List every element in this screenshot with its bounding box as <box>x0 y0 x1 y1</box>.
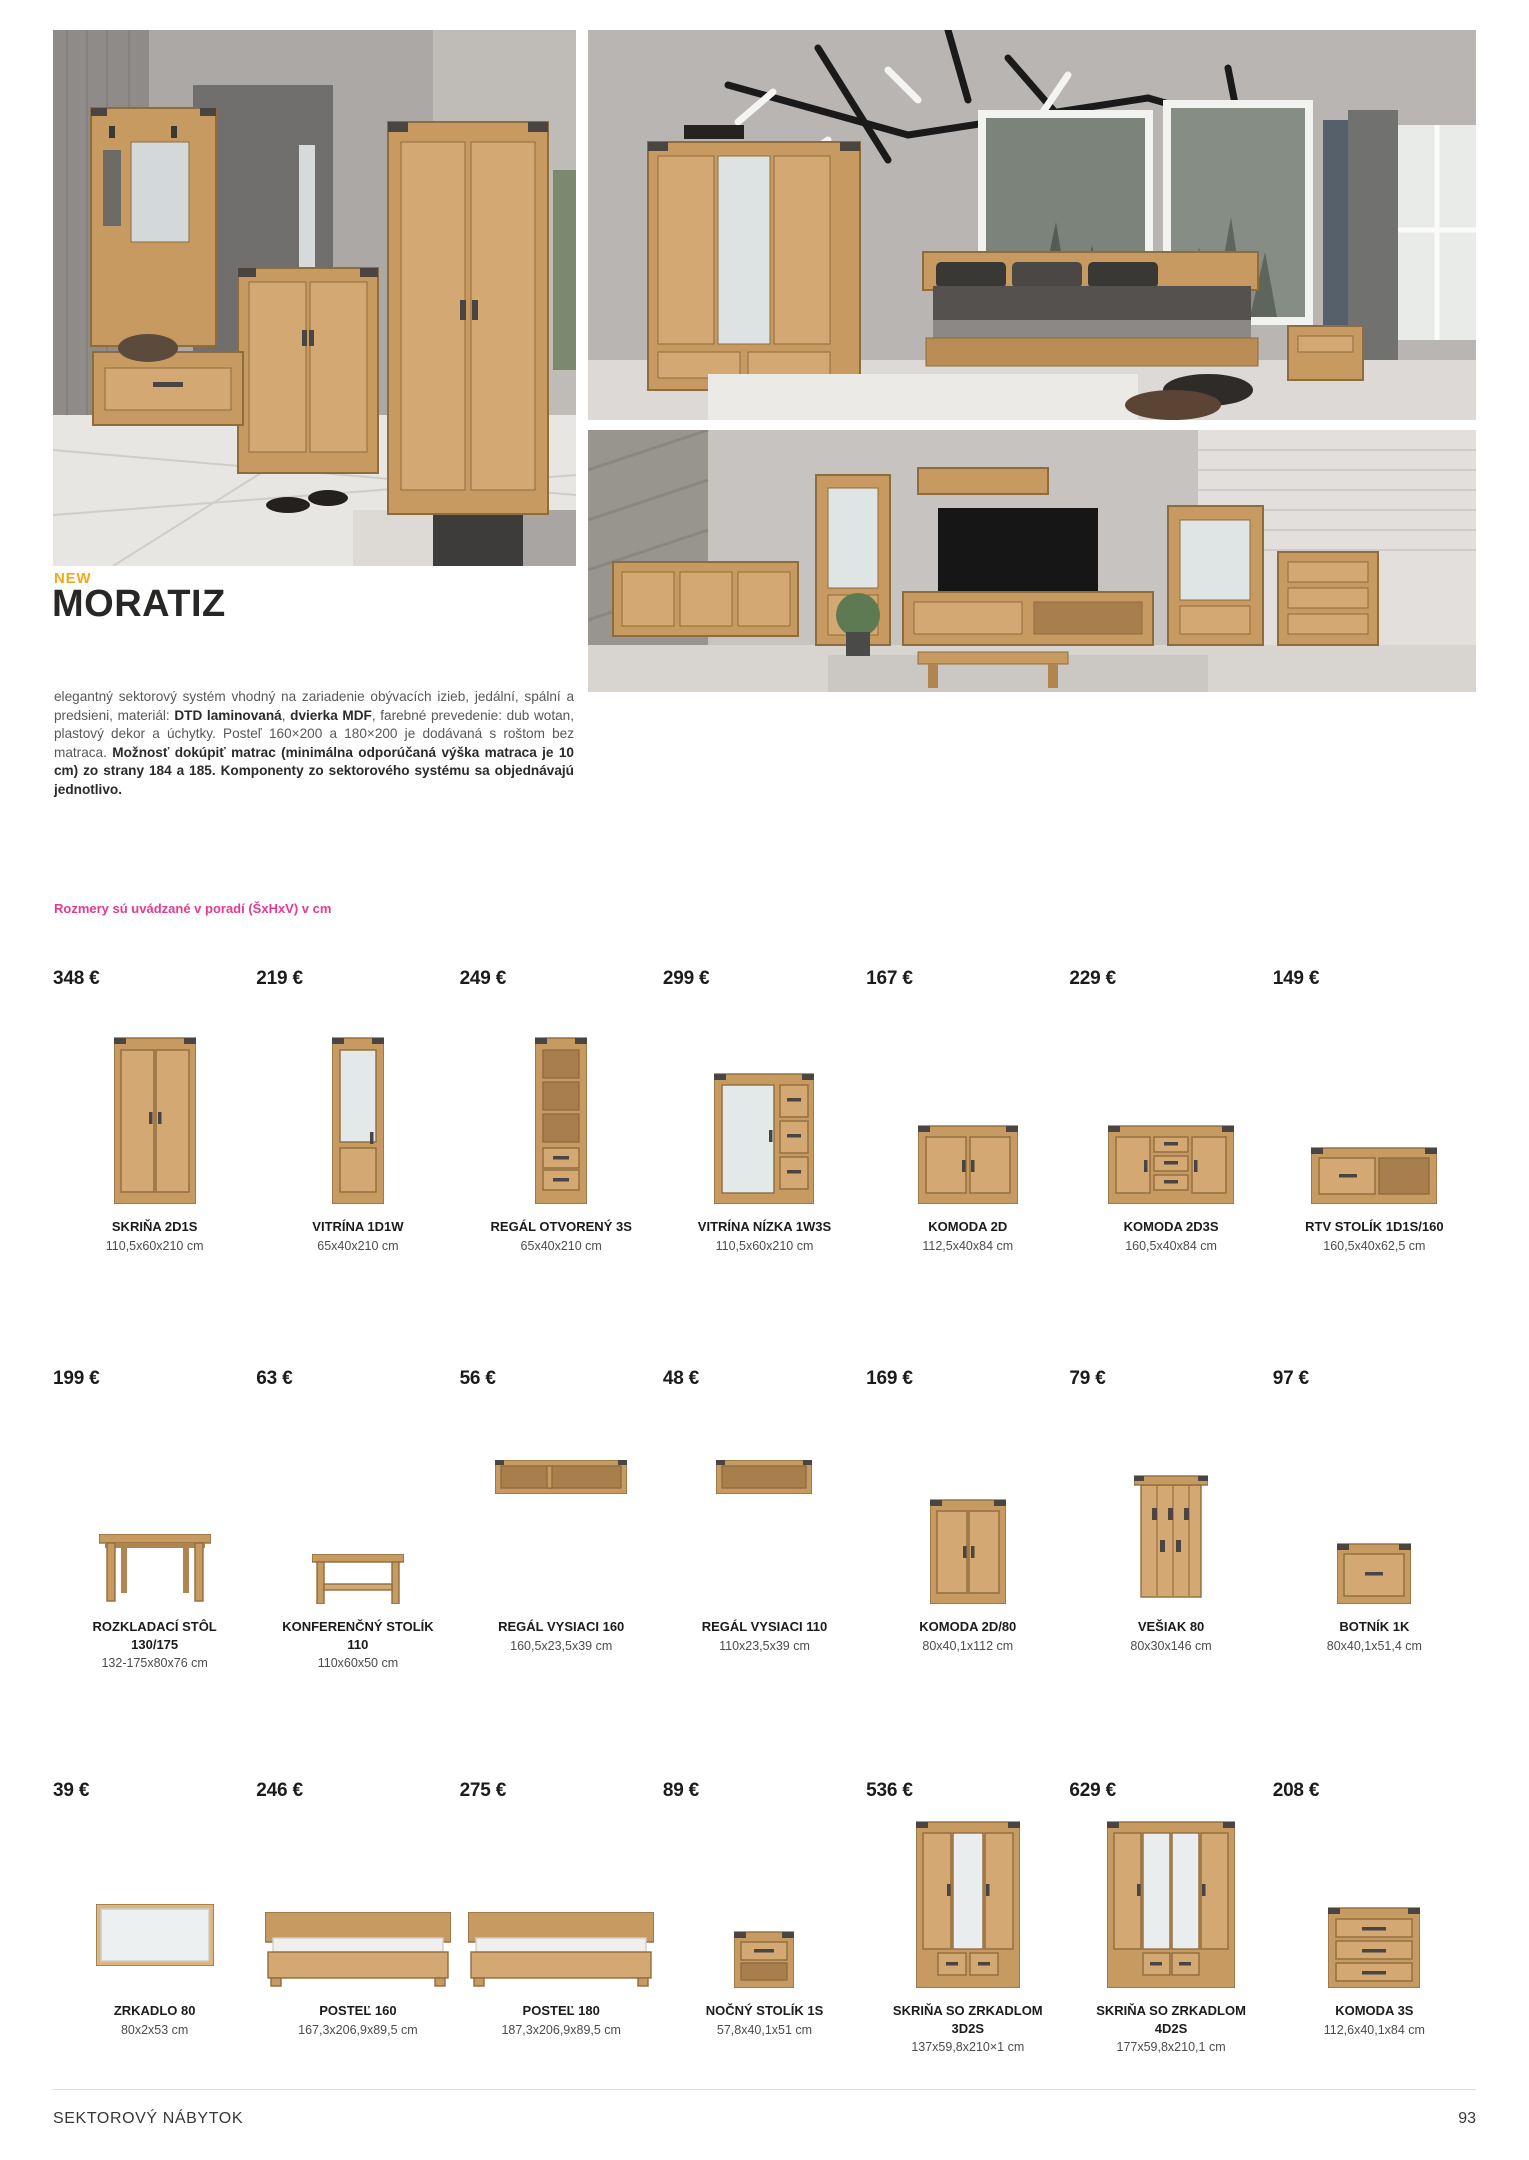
product-price: 208 € <box>1272 1780 1320 1801</box>
product-name: BOTNÍK 1K <box>1339 1619 1410 1634</box>
cabinet-80-illustration <box>930 1498 1006 1604</box>
product-row-3 <box>53 1780 1476 2057</box>
product-image <box>1273 1810 1476 1988</box>
product-image <box>256 1398 459 1604</box>
product-price: 629 € <box>1069 1780 1116 1801</box>
footer-divider <box>53 2089 1476 2090</box>
product-dimensions: 160,5x40x62,5 cm <box>1323 1238 1426 1253</box>
product-dimensions: 80x40,1x112 cm <box>922 1638 1014 1653</box>
product-card <box>866 968 1069 1255</box>
product-price: 63 € <box>256 1368 293 1389</box>
product-image <box>663 998 866 1204</box>
nightstand-illustration <box>734 1930 794 1988</box>
bedroom-photo <box>588 30 1476 420</box>
product-name: KOMODA 2D3S <box>1123 1219 1219 1234</box>
table-illustration <box>99 1534 211 1604</box>
product-card <box>460 1368 663 1673</box>
product-name: VITRÍNA 1D1W <box>312 1219 404 1234</box>
product-image <box>866 998 1069 1204</box>
product-name: VITRÍNA NÍZKA 1W3S <box>697 1219 832 1234</box>
product-price: 149 € <box>1272 968 1320 989</box>
product-dimensions: 112,6x40,1x84 cm <box>1323 2022 1425 2037</box>
description-segment: dvierka MDF <box>290 707 372 723</box>
product-dimensions: 177x59,8x210,1 cm <box>1116 2040 1226 2055</box>
product-card <box>256 1780 459 2057</box>
wardrobe2d-illustration <box>114 1036 196 1204</box>
product-name: VEŠIAK 80 <box>1137 1619 1205 1634</box>
product-image <box>256 1810 459 1988</box>
product-price: 275 € <box>459 1780 507 1801</box>
hallway-photo-art <box>53 30 576 566</box>
product-card <box>663 968 866 1255</box>
product-dimensions: 167,3x206,9x89,5 cm <box>298 2022 418 2037</box>
product-dimensions: 80x40,1x51,4 cm <box>1326 1638 1422 1653</box>
product-dimensions: 160,5x40x84 cm <box>1125 1238 1217 1253</box>
product-name: NOČNÝ STOLÍK 1S <box>705 2003 824 2018</box>
komoda2d-illustration <box>918 1124 1018 1204</box>
product-price: 79 € <box>1069 1368 1106 1389</box>
product-price: 89 € <box>662 1780 700 1801</box>
product-dimensions: 80x2x53 cm <box>120 2022 189 2037</box>
product-image <box>460 998 663 1204</box>
product-price: 536 € <box>866 1780 913 1801</box>
product-name: REGÁL VYSIACI 110 <box>701 1619 828 1634</box>
product-dimensions: 110x60x50 cm <box>317 1656 399 1671</box>
product-card <box>53 968 256 1255</box>
product-dimensions: 110x23,5x39 cm <box>719 1638 810 1653</box>
product-dimensions: 187,3x206,9x89,5 cm <box>501 2022 621 2037</box>
livingroom-photo-art <box>588 430 1476 692</box>
product-dimensions: 110,5x60x210 cm <box>105 1238 204 1253</box>
description-segment: , <box>281 707 291 723</box>
product-card <box>460 968 663 1255</box>
collection-title: MORATIZ <box>52 583 226 625</box>
bed-illustration <box>265 1912 451 1988</box>
product-dimensions: 110,5x60x210 cm <box>715 1238 814 1253</box>
product-price: 229 € <box>1069 968 1116 989</box>
product-image <box>1069 1810 1272 1988</box>
product-image <box>1069 998 1272 1204</box>
livingroom-photo <box>588 430 1476 692</box>
product-dimensions: 80x30x146 cm <box>1130 1638 1212 1653</box>
product-image <box>663 1398 866 1604</box>
product-price: 348 € <box>53 968 100 989</box>
product-card <box>1069 968 1272 1255</box>
product-dimensions: 112,5x40x84 cm <box>922 1238 1014 1253</box>
product-price: 219 € <box>256 968 303 989</box>
product-card <box>460 1780 663 2057</box>
product-name: REGÁL OTVORENÝ 3S <box>490 1219 632 1234</box>
product-price: 167 € <box>866 968 913 989</box>
product-card <box>663 1368 866 1673</box>
product-name: ZRKADLO 80 <box>113 2003 196 2018</box>
product-price: 246 € <box>256 1780 303 1801</box>
product-row-2 <box>53 1368 1476 1673</box>
coatrack-illustration <box>1134 1468 1208 1604</box>
dimensions-note: Rozmery sú uvádzané v poradí (ŠxHxV) v cm <box>54 901 332 916</box>
product-card <box>1273 968 1476 1255</box>
product-price: 39 € <box>53 1780 90 1801</box>
description-segment: DTD laminovaná <box>174 707 282 723</box>
product-name: POSTEĽ 180 <box>522 2003 600 2018</box>
collection-description <box>54 688 574 800</box>
rtv-illustration <box>1311 1146 1437 1204</box>
product-card <box>256 1368 459 1673</box>
product-name: REGÁL VYSIACI 160 <box>498 1619 625 1634</box>
product-image <box>1273 1398 1476 1604</box>
product-name: RTV STOLÍK 1D1S/160 <box>1305 1219 1444 1234</box>
product-card <box>663 1780 866 2057</box>
product-card <box>1273 1368 1476 1673</box>
description-segment: Možnosť dokúpiť matrac (minimálna odporúčaná výška matraca je 10 cm) zo strany 184 a 185. Komponenty zo sektorového systému sa objednávajú jednotlivo. <box>54 744 574 798</box>
product-card <box>1069 1368 1272 1673</box>
product-price: 249 € <box>459 968 507 989</box>
product-image <box>866 1810 1069 1988</box>
vitrine-low-illustration <box>714 1072 814 1204</box>
hang-shelf-110-illustration <box>716 1460 812 1494</box>
product-card <box>1273 1780 1476 2057</box>
hallway-photo <box>53 30 576 566</box>
product-name: SKRIŇA SO ZRKADLOM 4D2S <box>1096 2003 1246 2036</box>
new-badge: NEW <box>54 570 92 587</box>
product-card <box>866 1368 1069 1673</box>
wardrobe-mirror-3-illustration <box>916 1820 1020 1988</box>
mirror-illustration <box>96 1904 214 1966</box>
product-image <box>53 1810 256 1988</box>
product-card <box>53 1368 256 1673</box>
product-name: KOMODA 2D <box>928 1219 1008 1234</box>
product-image <box>460 1810 663 1988</box>
coffee-table-illustration <box>312 1554 404 1604</box>
product-dimensions: 160,5x23,5x39 cm <box>510 1638 613 1653</box>
product-row-1 <box>53 968 1476 1255</box>
product-card <box>1069 1780 1272 2057</box>
product-name: KOMODA 3S <box>1335 2003 1414 2018</box>
product-dimensions: 137x59,8x210×1 cm <box>911 2040 1025 2055</box>
product-price: 299 € <box>662 968 710 989</box>
description-segment: elegantný sektorový systém vhodný na zariadenie obývacích izieb, jedální, spální a predsieni, materiál: <box>54 689 574 723</box>
botnik-illustration <box>1337 1542 1411 1604</box>
product-image <box>53 998 256 1204</box>
wardrobe-mirror-4-illustration <box>1107 1820 1235 1988</box>
vitrine-tall-illustration <box>332 1036 384 1204</box>
product-price: 97 € <box>1272 1368 1309 1389</box>
product-price: 48 € <box>662 1368 700 1389</box>
product-name: POSTEĽ 160 <box>319 2003 397 2018</box>
product-name: SKRIŇA SO ZRKADLOM 3D2S <box>892 2003 1043 2036</box>
product-card <box>866 1780 1069 2057</box>
product-name: ROZKLADACÍ STÔL 130/175 <box>92 1619 217 1652</box>
shelf-tall-illustration <box>535 1036 587 1204</box>
bed-illustration <box>468 1912 654 1988</box>
product-image <box>460 1398 663 1604</box>
bedroom-photo-art <box>588 30 1476 420</box>
product-price: 169 € <box>866 1368 913 1389</box>
product-image <box>256 998 459 1204</box>
product-image <box>866 1398 1069 1604</box>
product-dimensions: 57,8x40,1x51 cm <box>716 2022 813 2037</box>
description-segment: , farebné prevedenie: dub wotan, plastový dekor a úchytky. Posteľ 160×200 a 180×200 je dodávaná s roštom bez matraca. <box>54 707 575 760</box>
product-card <box>256 968 459 1255</box>
komoda3s-illustration <box>1328 1906 1420 1988</box>
product-image <box>1273 998 1476 1204</box>
product-name: KOMODA 2D/80 <box>919 1619 1017 1634</box>
product-image <box>1069 1398 1272 1604</box>
product-price: 199 € <box>53 1368 100 1389</box>
product-image <box>663 1810 866 1988</box>
product-dimensions: 132-175x80x76 cm <box>101 1656 208 1671</box>
product-dimensions: 65x40x210 cm <box>520 1238 602 1253</box>
product-image <box>53 1398 256 1604</box>
product-name: KONFERENČNÝ STOLÍK 110 <box>282 1619 434 1652</box>
product-dimensions: 65x40x210 cm <box>317 1238 399 1253</box>
page-number: 93 <box>1458 2110 1476 2127</box>
product-card <box>53 1780 256 2057</box>
hang-shelf-160-illustration <box>495 1460 627 1494</box>
footer-section-label: SEKTOROVÝ NÁBYTOK <box>53 2110 244 2127</box>
product-price: 56 € <box>459 1368 496 1389</box>
komoda2d3s-illustration <box>1108 1124 1234 1204</box>
product-name: SKRIŇA 2D1S <box>111 1219 198 1234</box>
